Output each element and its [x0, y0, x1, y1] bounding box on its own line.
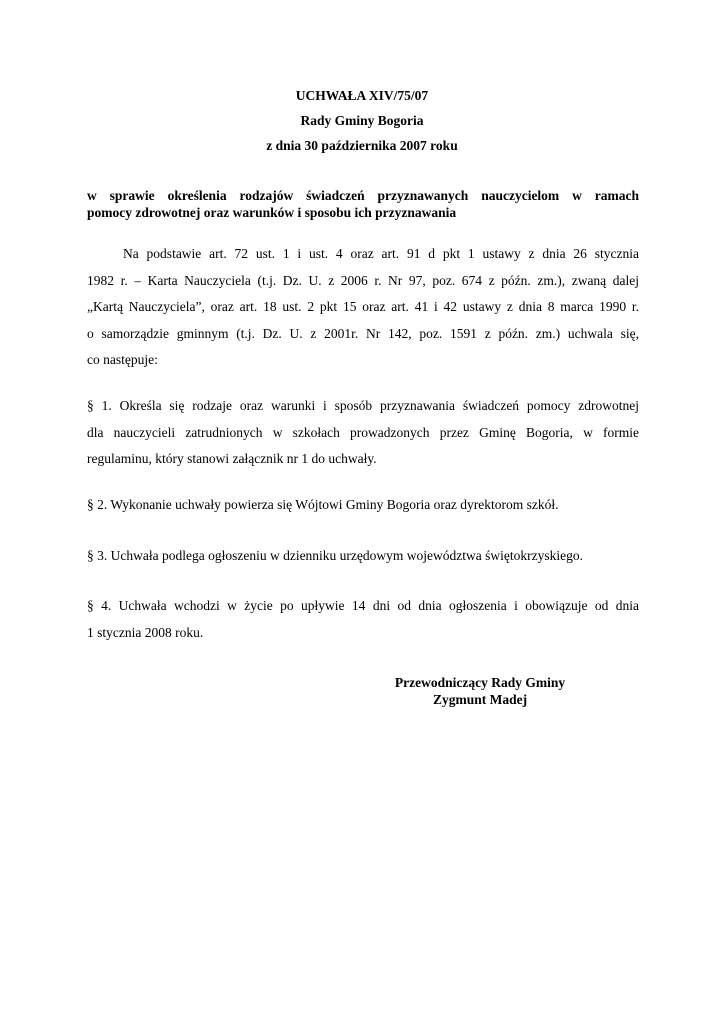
resolution-date: z dnia 30 października 2007 roku [266, 138, 458, 153]
section-3-line-1: § 3. Uchwała podlega ogłoszeniu w dzienniku urzędowym województwa świętokrzyskiego. [87, 548, 583, 563]
section-4-line-1: § 4. Uchwała wchodzi w życie po upływie 14 dni od dnia ogłoszenia i obowiązuje od dnia [87, 598, 639, 613]
subject-line-2: pomocy zdrowotnej oraz warunków i sposobu ich przyznawania [87, 205, 457, 220]
section-1-line-2: dla nauczycieli zatrudnionych w szkołach prowadzonych przez Gminę Bogoria, w formie [87, 424, 639, 440]
section-1-line-3: regulaminu, który stanowi załącznik nr 1 do uchwały. [87, 451, 377, 466]
section-3-paragraph [87, 543, 639, 570]
resolution-title: UCHWAŁA XIV/75/07 [295, 88, 429, 103]
section-2-paragraph [87, 492, 639, 519]
subject-line-1: w sprawie określenia rodzajów świadczeń przyznawanych nauczycielom w ramach [87, 188, 639, 203]
legal-basis-line-2: 1982 r. – Karta Nauczyciela (t.j. Dz. U. z 2006 r. Nr 97, poz. 674 z późn. zm.), zwaną dalej [87, 272, 639, 288]
section-4-paragraph [87, 593, 639, 646]
legal-basis-line-5: co następuje: [87, 352, 158, 367]
legal-basis-paragraph [87, 241, 639, 374]
signature-name: Zygmunt Madej [432, 692, 528, 707]
section-1-line-1: § 1. Określa się rodzaje oraz warunki i sposób przyznawania świadczeń pomocy zdrowotnej [87, 398, 639, 413]
section-4-line-2: 1 stycznia 2008 roku. [87, 624, 204, 640]
legal-basis-line-3: „Kartą Nauczyciela”, oraz art. 18 ust. 2 pkt 15 oraz art. 41 i 42 ustawy z dnia 8 marca 1990 r. [87, 299, 639, 314]
section-2-line-1: § 2. Wykonanie uchwały powierza się Wójtowi Gminy Bogoria oraz dyrektorom szkół. [87, 497, 559, 512]
signature-role: Przewodniczący Rady Gminy [394, 675, 566, 690]
section-1-paragraph [87, 393, 639, 473]
legal-basis-line-1: Na podstawie art. 72 ust. 1 i ust. 4 oraz art. 91 d pkt 1 ustawy z dnia 26 stycznia [123, 246, 639, 261]
council-name: Rady Gminy Bogoria [300, 113, 424, 128]
legal-basis-line-4: o samorządzie gminnym (t.j. Dz. U. z 2001r. Nr 142, poz. 1591 z późn. zm.) uchwala się, [87, 325, 639, 341]
resolution-subject [87, 187, 639, 221]
